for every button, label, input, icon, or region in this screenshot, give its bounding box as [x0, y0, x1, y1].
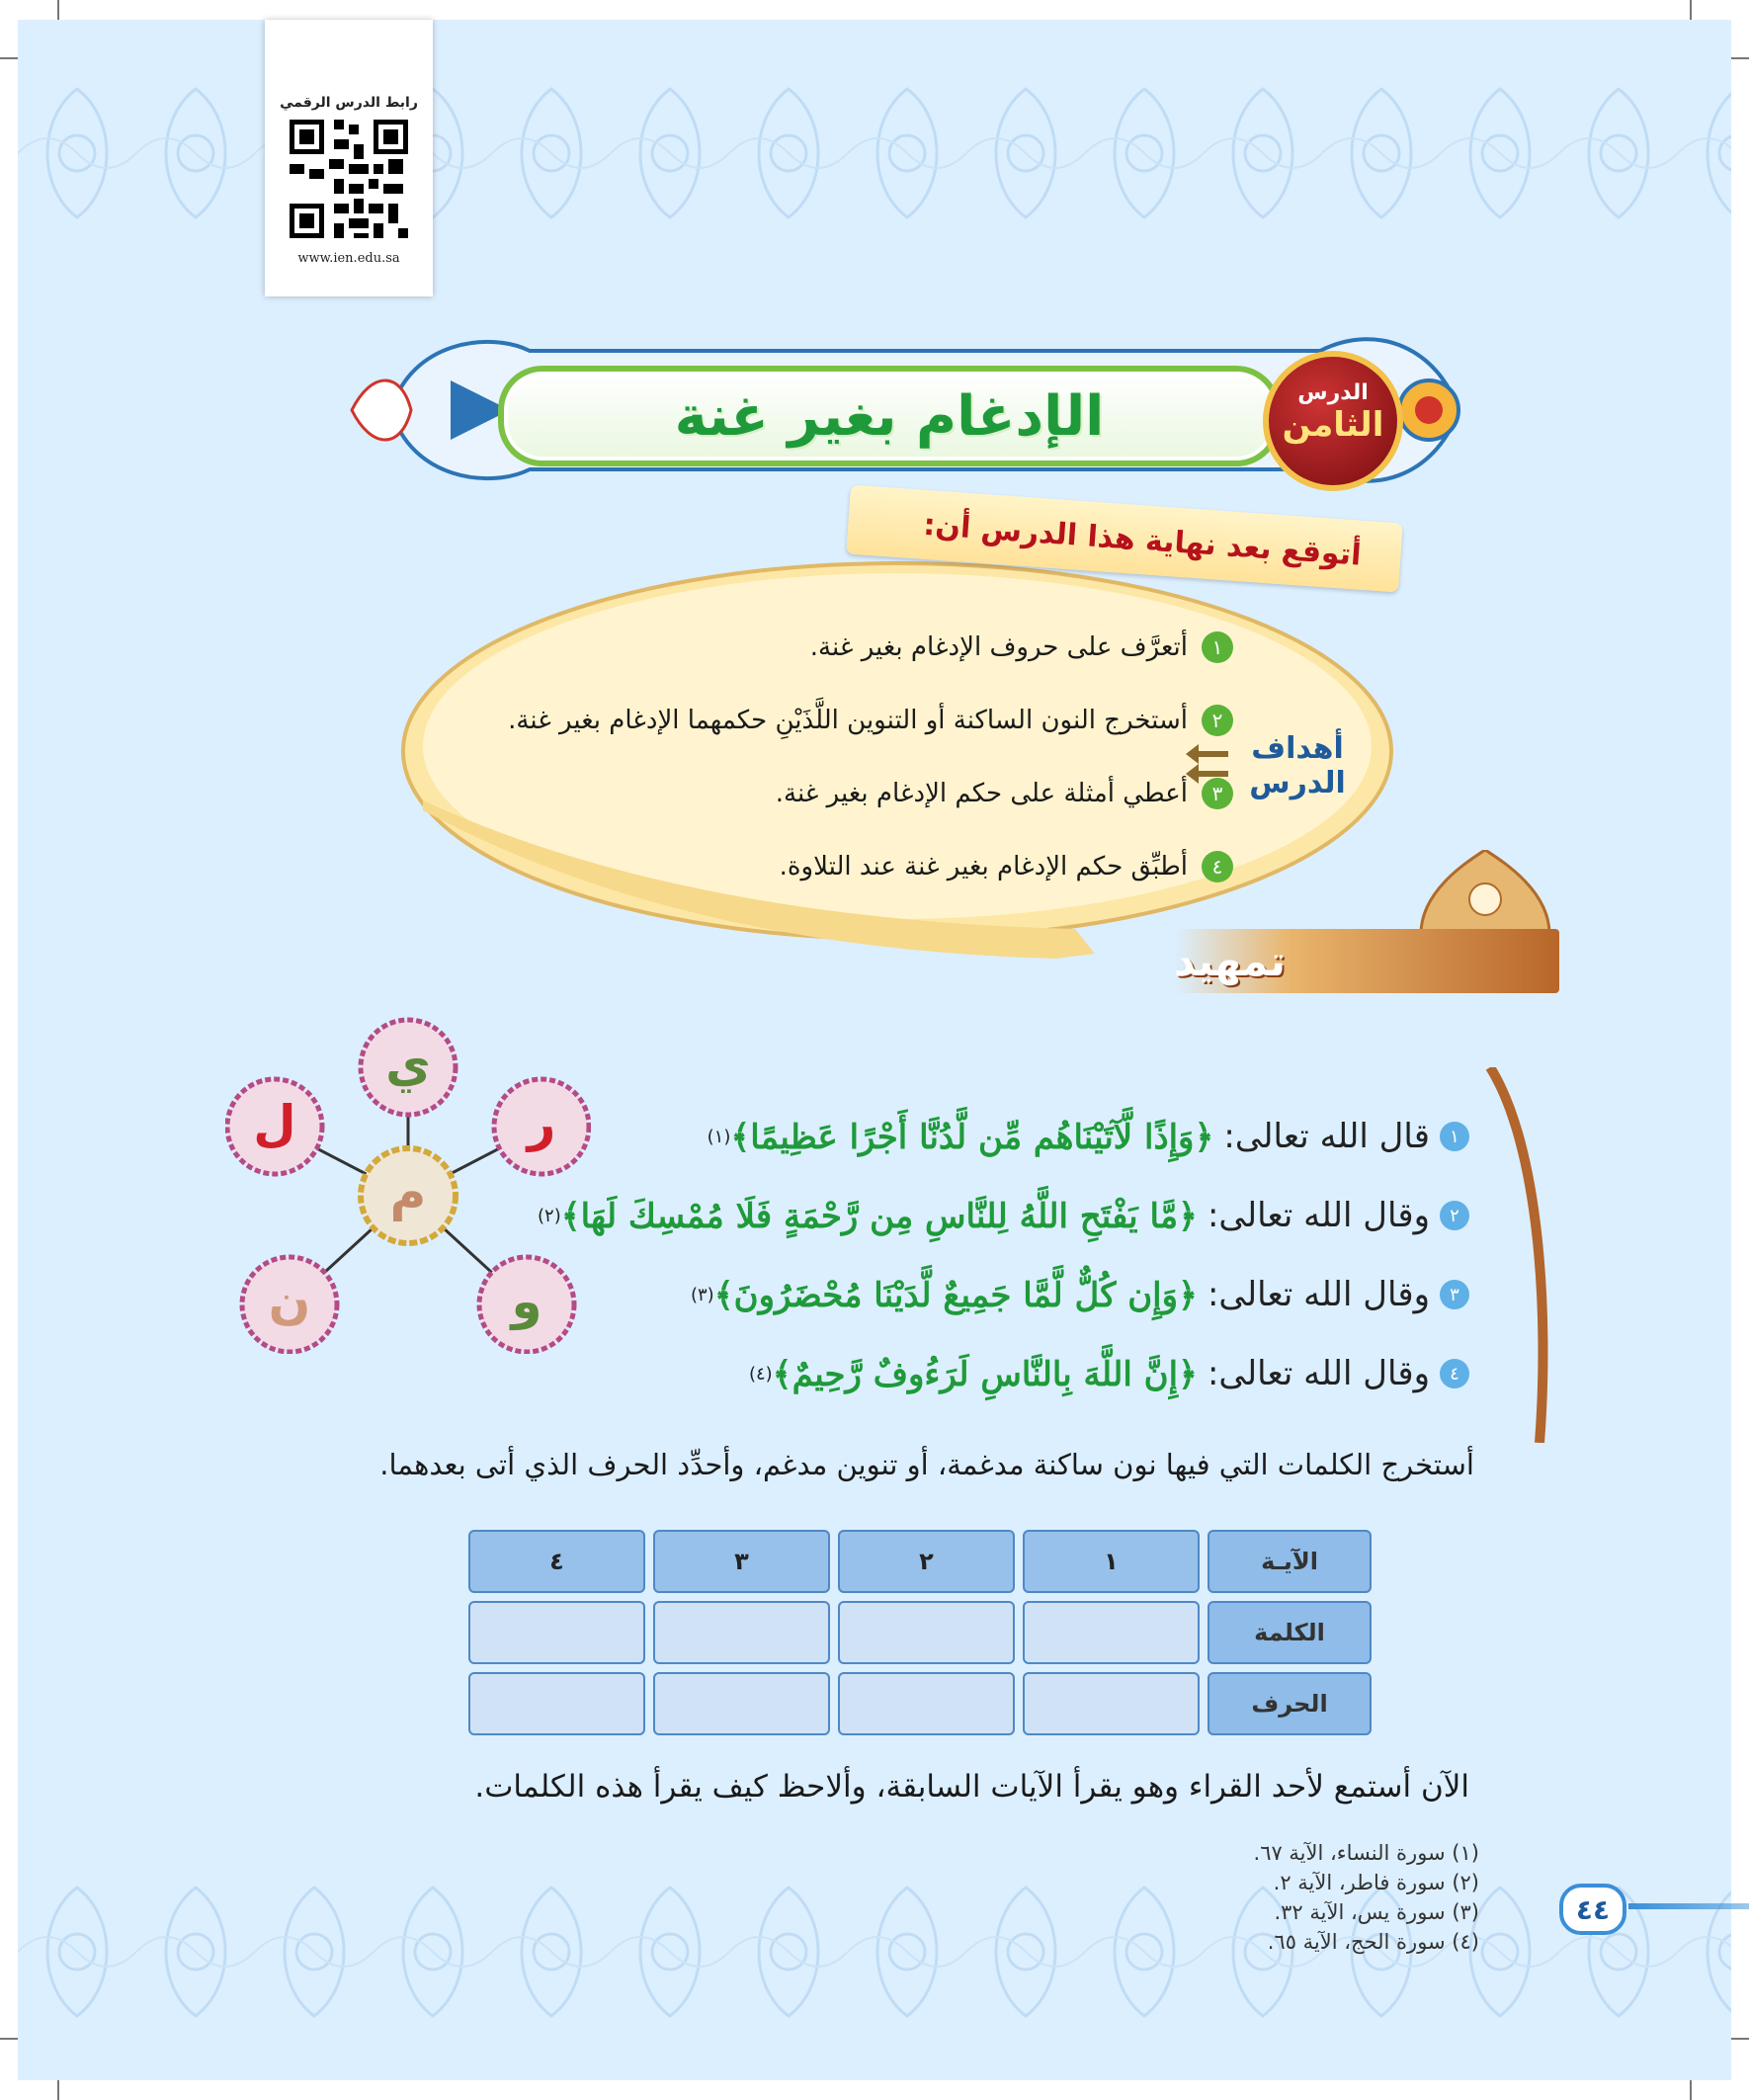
row-label-verse: الآيـة	[1208, 1530, 1372, 1593]
answer-cell[interactable]	[1023, 1672, 1200, 1735]
dome-ornament-icon	[1411, 850, 1559, 939]
answer-cell[interactable]	[468, 1672, 645, 1735]
objective-text: أعطي أمثلة على حكم الإدغام بغير غنة.	[775, 779, 1188, 808]
column-header: ٢	[838, 1530, 1015, 1593]
objectives-tag-text: أهداف الدرس	[1249, 731, 1346, 800]
objective-number: ٤	[1202, 851, 1233, 882]
table-row	[468, 1530, 1372, 1593]
footnote: (٤) سورة الحج، الآية ٦٥.	[1267, 1930, 1479, 1954]
qr-code-icon[interactable]	[285, 115, 413, 243]
objective-item	[423, 684, 1233, 757]
page-number-badge	[1530, 1876, 1648, 1935]
lesson-title-banner	[332, 311, 1483, 514]
letter-bottom-left: ن	[268, 1273, 311, 1330]
objective-number: ٣	[1202, 778, 1233, 809]
page-number-line	[1628, 1903, 1749, 1909]
letter-bottom-right: و	[511, 1273, 542, 1330]
verse-number: ٤	[1440, 1359, 1469, 1388]
verse-number: ٢	[1440, 1201, 1469, 1230]
verse-number: ٣	[1440, 1280, 1469, 1309]
verse-line	[481, 1334, 1469, 1413]
objective-item	[423, 830, 1233, 903]
objective-text: أستخرج النون الساكنة أو التنوين اللَّذَيْنِ حكمهما الإدغام بغير غنة.	[508, 706, 1188, 735]
footnote: (٣) سورة يس، الآية ٣٢.	[1274, 1900, 1479, 1924]
footnotes	[1254, 1838, 1480, 1957]
crop-mark	[57, 0, 59, 20]
lesson-title: الإدغام بغير غنة	[674, 383, 1105, 449]
answer-cell[interactable]	[653, 1672, 830, 1735]
verse-text: ﴿مَّا يَفْتَحِ اللَّهُ لِلنَّاسِ مِن رَّحْمَةٍ فَلَا مُمْسِكَ لَهَا﴾	[560, 1196, 1198, 1236]
objectives-tag	[1223, 702, 1372, 810]
textbook-page	[18, 20, 1731, 2080]
intro-title-bar	[1174, 929, 1559, 993]
verse-prefix: وقال الله تعالى:	[1207, 1275, 1430, 1314]
intro-heading	[1174, 870, 1559, 1008]
lesson-label: الدرس	[1297, 380, 1369, 405]
qr-caption: رابط الدرس الرقمي	[280, 95, 418, 111]
verses-list	[481, 1097, 1469, 1413]
qr-card[interactable]	[265, 20, 433, 296]
column-header: ٣	[653, 1530, 830, 1593]
verse-arabic: وَإِن كُلٌّ لَّمَّا جَمِيعٌ لَّدَيْنَا مُحْضَرُونَ	[733, 1275, 1179, 1315]
letter-left: ل	[253, 1095, 296, 1152]
letter-center: م	[389, 1164, 427, 1221]
verse-text: ﴿وَإِن كُلٌّ لَّمَّا جَمِيعٌ لَّدَيْنَا مُحْضَرُونَ﴾	[713, 1275, 1198, 1315]
verse-text: ﴿وَإِذًا لَّآتَيْنَاهُم مِّن لَّدُنَّا أَجْرًا عَظِيمًا﴾	[730, 1117, 1214, 1157]
verse-prefix: وقال الله تعالى:	[1207, 1196, 1430, 1235]
crop-mark	[1690, 0, 1692, 20]
intro-title: تمهيد	[1174, 937, 1287, 985]
table-row	[468, 1601, 1372, 1664]
lesson-number-badge	[1263, 351, 1403, 491]
closing-instruction: الآن أستمع لأحد القراء وهو يقرأ الآيات السابقة، وألاحظ كيف يقرأ هذه الكلمات.	[474, 1769, 1469, 1805]
answer-cell[interactable]	[838, 1601, 1015, 1664]
objectives-header-text: أتوقع بعد نهاية هذا الدرس أن:	[922, 507, 1363, 573]
lesson-title-pill	[498, 366, 1281, 466]
verse-arabic: إِنَّ اللَّهَ بِالنَّاسِ لَرَءُوفٌ رَّحِيمٌ	[791, 1354, 1179, 1394]
verse-line	[481, 1176, 1469, 1255]
verse-prefix: قال الله تعالى:	[1223, 1117, 1430, 1156]
decorative-curve	[1480, 1067, 1559, 1443]
verse-footnote-ref: (١)	[707, 1126, 731, 1147]
verse-text: ﴿إِنَّ اللَّهَ بِالنَّاسِ لَرَءُوفٌ رَّحِيمٌ﴾	[772, 1354, 1198, 1394]
verse-footnote-ref: (٤)	[748, 1363, 773, 1385]
answer-cell[interactable]	[838, 1672, 1015, 1735]
verse-footnote-ref: (٣)	[690, 1284, 714, 1305]
objective-number: ٢	[1202, 705, 1233, 736]
row-label-letter: الحرف	[1208, 1672, 1372, 1735]
objective-number: ١	[1202, 631, 1233, 663]
lesson-number: الثامن	[1282, 405, 1384, 445]
table-row	[468, 1672, 1372, 1735]
page-number: ٤٤	[1559, 1884, 1626, 1935]
objective-item	[423, 757, 1233, 830]
verse-arabic: مَّا يَفْتَحِ اللَّهُ لِلنَّاسِ مِن رَّحْمَةٍ فَلَا مُمْسِكَ لَهَا	[580, 1196, 1179, 1236]
verse-prefix: وقال الله تعالى:	[1207, 1354, 1430, 1393]
answer-cell[interactable]	[468, 1601, 645, 1664]
objectives-list	[423, 611, 1233, 903]
verse-footnote-ref: (٢)	[538, 1205, 561, 1226]
objective-item	[423, 611, 1233, 684]
answer-cell[interactable]	[653, 1601, 830, 1664]
footnote: (٢) سورة فاطر، الآية ٢.	[1273, 1871, 1479, 1894]
verse-arabic: وَإِذًا لَّآتَيْنَاهُم مِّن لَّدُنَّا أَجْرًا عَظِيمًا	[750, 1117, 1195, 1157]
row-label-word: الكلمة	[1208, 1601, 1372, 1664]
verse-number: ١	[1440, 1122, 1469, 1151]
verse-line	[481, 1097, 1469, 1176]
letter-top: ي	[385, 1036, 431, 1093]
arrow-left-icon	[1184, 736, 1233, 786]
crop-mark	[1690, 2080, 1692, 2100]
objective-text: أطبِّق حكم الإدغام بغير غنة عند التلاوة.	[779, 852, 1188, 882]
letter-right: ر	[527, 1095, 556, 1152]
verse-line	[481, 1255, 1469, 1334]
objective-text: أتعرَّف على حروف الإدغام بغير غنة.	[809, 632, 1188, 662]
qr-url[interactable]: www.ien.edu.sa	[297, 251, 400, 266]
exercise-instruction: أستخرج الكلمات التي فيها نون ساكنة مدغمة، أو تنوين مدغم، وأحدِّد الحرف الذي أتى بعدهما.	[379, 1448, 1474, 1481]
crop-mark	[57, 2080, 59, 2100]
column-header: ١	[1023, 1530, 1200, 1593]
answer-table	[460, 1522, 1379, 1743]
answer-cell[interactable]	[1023, 1601, 1200, 1664]
column-header: ٤	[468, 1530, 645, 1593]
footnote: (١) سورة النساء، الآية ٦٧.	[1253, 1841, 1479, 1865]
